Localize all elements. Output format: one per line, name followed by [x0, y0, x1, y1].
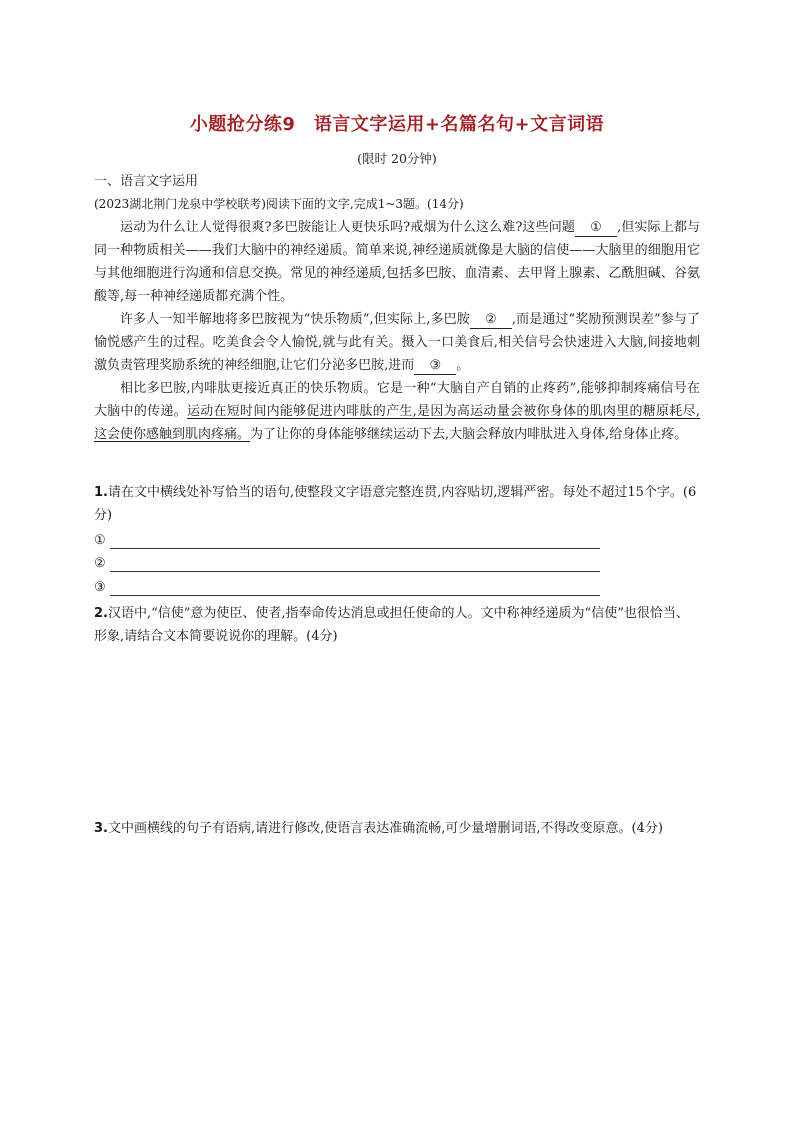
question-number: 3. — [94, 821, 108, 836]
passage-paragraph-1 — [94, 216, 700, 308]
answer-underline — [110, 571, 600, 572]
paragraph-text: 。 — [456, 358, 470, 373]
paragraph-text: ,而是通过“奖励预测误差”参与了愉悦感产生的过程。吃美食会令人愉悦,就与此有关。摄入一口美食后,相关信号会快速进入大脑,间接地刺激负责管理奖励系统的神经细胞,让它们分泌多巴胺,进而 — [94, 312, 700, 373]
underlined-sentence: 运动在短时间内能够促进内啡肽的产生,是因为高运动量会被你身体的肌肉里的糖原耗尽,这会使你感触到肌肉疼痛。 — [94, 404, 700, 442]
question-text: 请在文中横线处补写恰当的语句,使整段文字语意完整连贯,内容贴切,逻辑严密。每处不超过15个字。(6分) — [94, 485, 697, 523]
paragraph-text: 相比多巴胺,内啡肽更接近真正的快乐物质。它是一种“大脑自产自销的止疼药”,能够抑制疼痛信号在大脑中的传递。 — [94, 381, 700, 419]
question-text: 汉语中,“信使”意为使臣、使者,指奉命传达消息或担任使命的人。文中称神经递质为“信使”也很恰当、形象,请结合文本简要说说你的理解。(4分) — [94, 606, 689, 644]
question-1 — [94, 481, 700, 527]
time-limit: (限时 20分钟) — [357, 151, 437, 166]
question-3 — [94, 817, 700, 840]
blank-1: ① — [575, 219, 617, 237]
paragraph-text: ,但实际上都与同一种物质相关——我们大脑中的神经递质。简单来说,神经递质就像是大脑的信使——大脑里的细胞用它与其他细胞进行沟通和信息交换。常见的神经递质,包括多巴胺、血清素、去甲肾上腺素、乙酰胆碱、谷氨酸等,每一种神经递质都充满个性。 — [94, 220, 700, 304]
question-2 — [94, 602, 700, 648]
question-number: 1. — [94, 485, 108, 500]
answer-underline — [110, 595, 600, 596]
blank-2: ② — [470, 311, 512, 329]
section-heading: 一、语言文字运用 — [94, 174, 199, 189]
question-number: 2. — [94, 606, 108, 621]
page-title: 小题抢分练9 语言文字运用+名篇名句+文言词语 — [189, 114, 605, 135]
source-instruction: (2023湖北荆门龙泉中学校联考)阅读下面的文字,完成1~3题。(14分) — [94, 197, 464, 211]
paragraph-text: 运动为什么让人觉得很爽?多巴胺能让人更快乐吗?戒烟为什么这么难?这些问题 — [120, 220, 575, 235]
passage-paragraph-2 — [94, 308, 700, 377]
answer-marker: ① — [94, 533, 106, 548]
blank-3: ③ — [414, 357, 456, 375]
answer-marker: ③ — [94, 580, 106, 595]
paragraph-text: 为了让你的身体能够继续运动下去,大脑会释放内啡肽进入身体,给身体止疼。 — [250, 427, 688, 442]
paragraph-text: 许多人一知半解地将多巴胺视为“快乐物质”,但实际上,多巴胺 — [120, 312, 470, 327]
answer-underline — [110, 548, 600, 549]
answer-marker: ② — [94, 556, 106, 571]
passage-paragraph-3 — [94, 377, 700, 446]
question-text: 文中画横线的句子有语病,请进行修改,使语言表达准确流畅,可少量增删词语,不得改变原意。(4分) — [107, 821, 663, 836]
